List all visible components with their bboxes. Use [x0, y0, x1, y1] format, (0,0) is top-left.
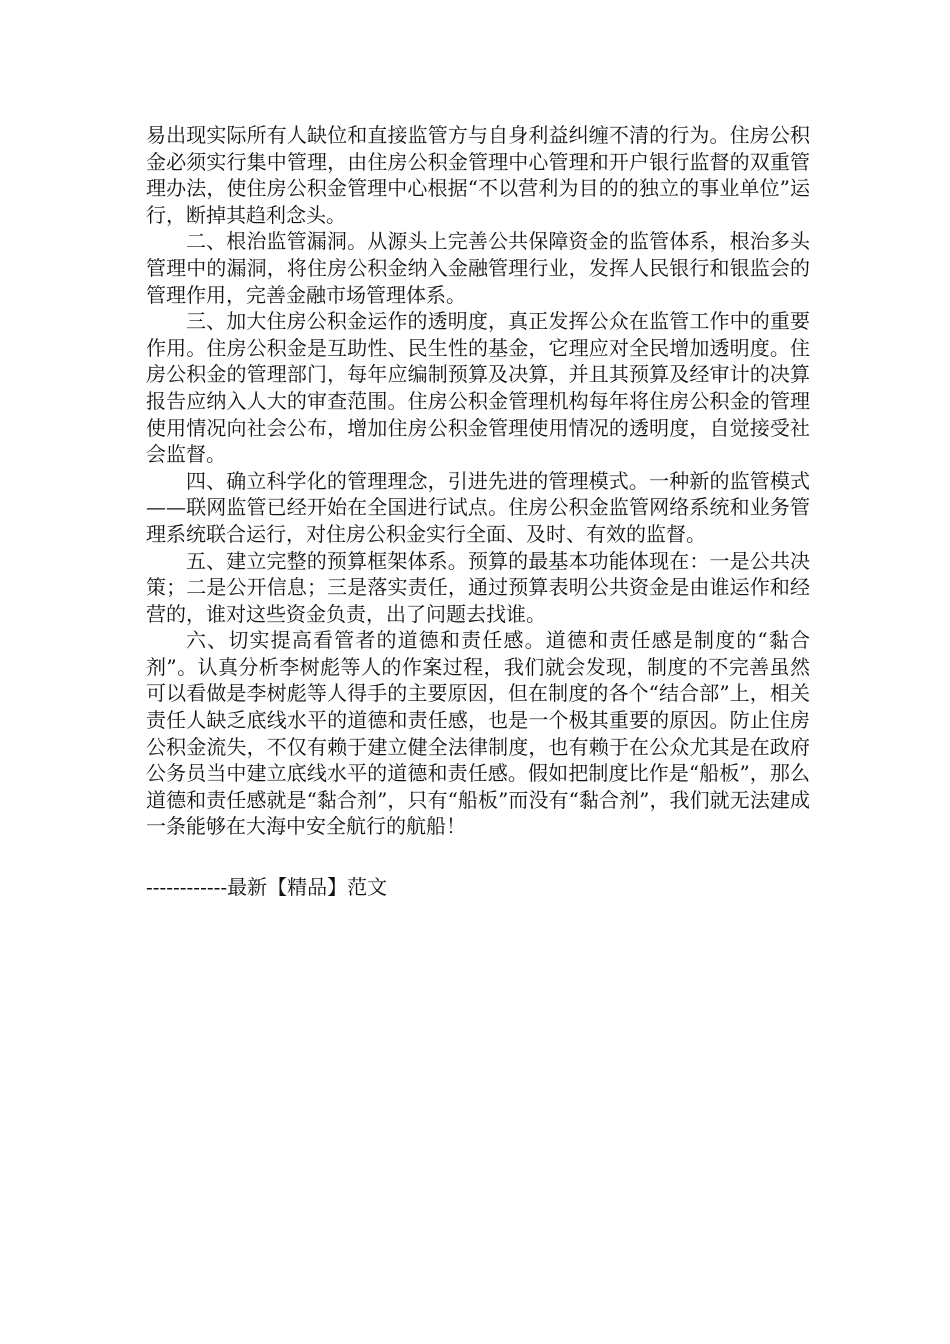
- paragraph-point-2: 二、根治监管漏洞。从源头上完善公共保障资金的监管体系，根治多头管理中的漏洞，将住房公积金纳入金融管理行业，发挥人民银行和银监会的管理作用，完善金融市场管理体系。: [146, 229, 810, 307]
- paragraph-point-3: 三、加大住房公积金运作的透明度，真正发挥公众在监管工作中的重要作用。住房公积金是互助性、民生性的基金，它理应对全民增加透明度。住房公积金的管理部门，每年应编制预算及决算，并且其预算及经审计的决算报告应纳入人大的审查范围。住房公积金管理机构每年将住房公积金的管理使用情况向社会公布，增加住房公积金管理使用情况的透明度，自觉接受社会监督。: [146, 309, 810, 467]
- paragraph-point-6: 六、切实提高看管者的道德和责任感。道德和责任感是制度的“黏合剂”。认真分析李树彪等人的作案过程，我们就会发现，制度的不完善虽然可以看做是李树彪等人得手的主要原因，但在制度的各个“结合部”上，相关责任人缺乏底线水平的道德和责任感，也是一个极其重要的原因。防止住房公积金流失，不仅有赖于建立健全法律制度，也有赖于在公众尤其是在政府公务员当中建立底线水平的道德和责任感。假如把制度比作是“船板”，那么道德和责任感就是“黏合剂”，只有“船板”而没有“黏合剂”，我们就无法建成一条能够在大海中安全航行的航船！: [146, 628, 810, 839]
- paragraph-point-5: 五、建立完整的预算框架体系。预算的最基本功能体现在：一是公共决策；二是公开信息；三是落实责任，通过预算表明公共资金是由谁运作和经营的，谁对这些资金负责，出了问题去找谁。: [146, 548, 810, 626]
- paragraph-point-4: 四、确立科学化的管理理念，引进先进的管理模式。一种新的监管模式——联网监管已经开始在全国进行试点。住房公积金监管网络系统和业务管理系统联合运行，对住房公积金实行全面、及时、有效的监督。: [146, 468, 810, 546]
- document-body: [146, 122, 810, 840]
- paragraph-continuation: 易出现实际所有人缺位和直接监管方与自身利益纠缠不清的行为。住房公积金必须实行集中管理，由住房公积金管理中心管理和开户银行监督的双重管理办法，使住房公积金管理中心根据“不以营利为目的的独立的事业单位”运行，断掉其趋利念头。: [146, 123, 810, 227]
- footer-tagline: ------------最新【精品】范文: [146, 875, 388, 899]
